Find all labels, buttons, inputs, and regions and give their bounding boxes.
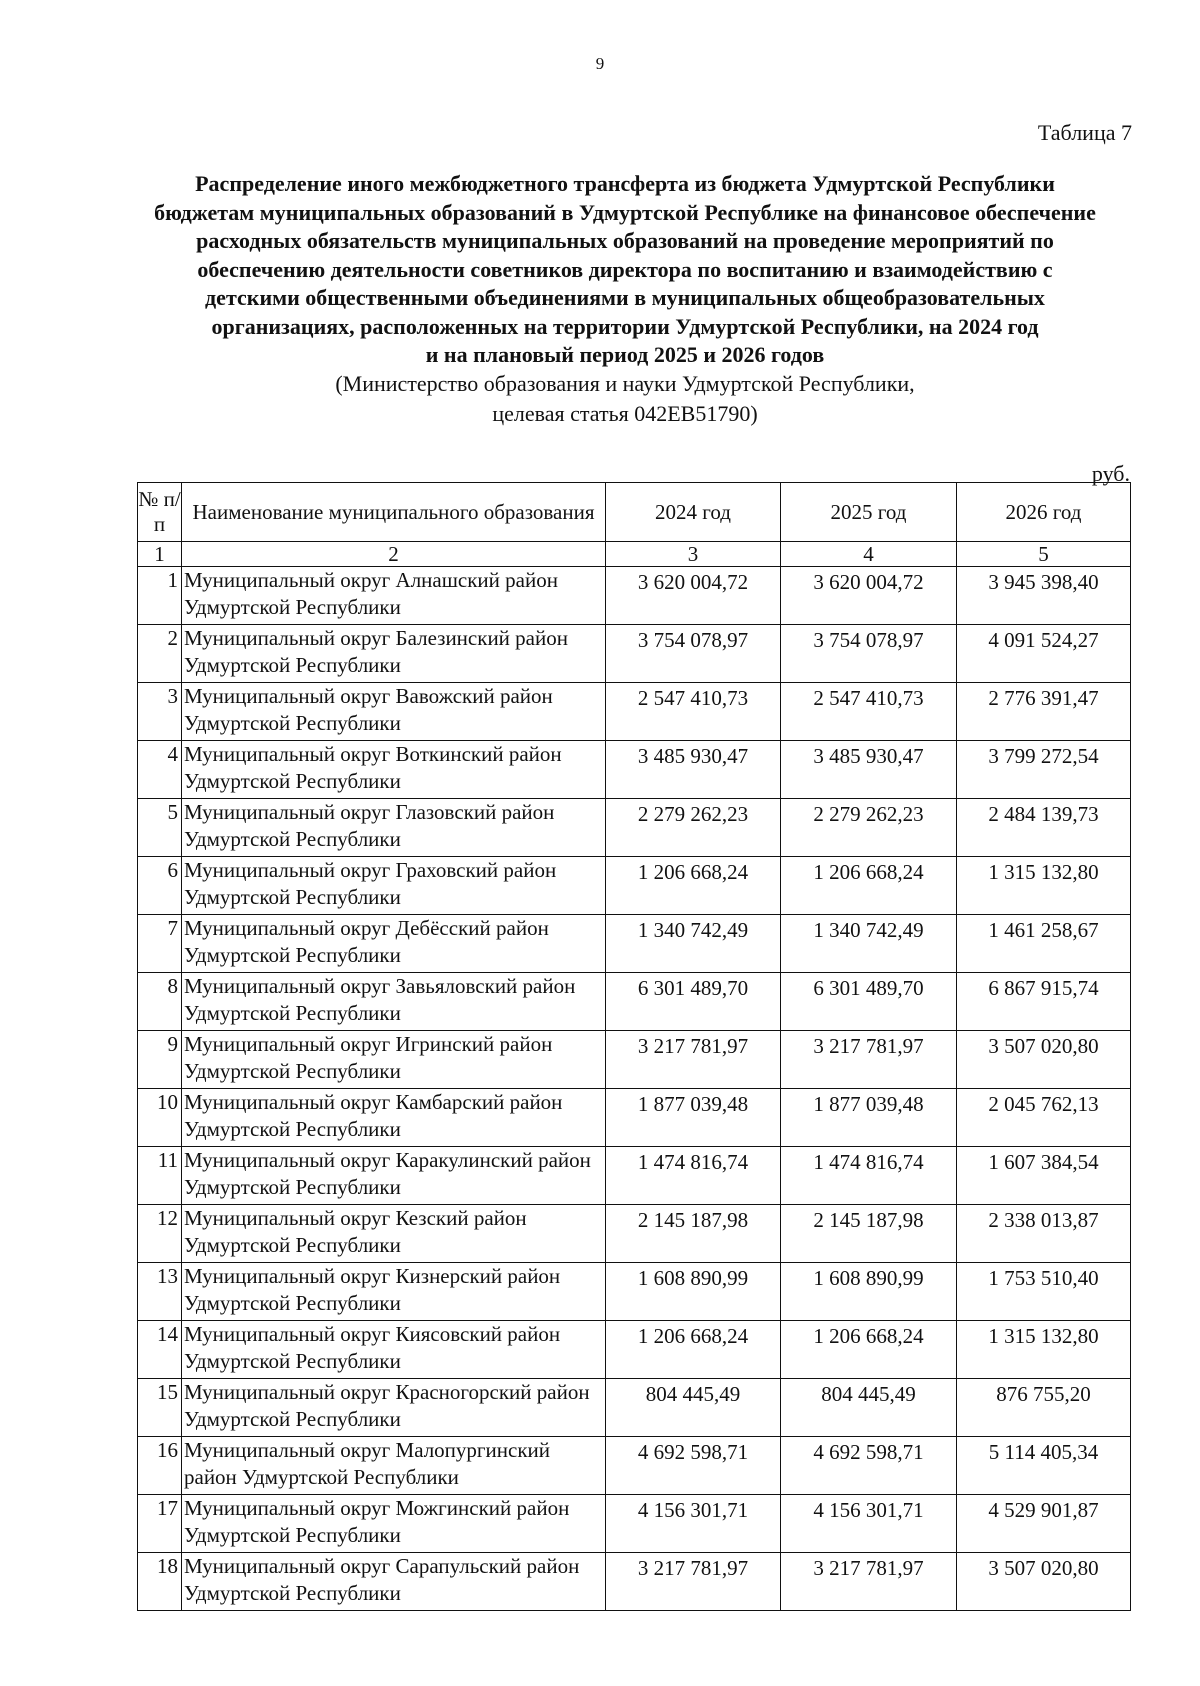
municipality-name: Муниципальный округ Алнашский район Удмуртской Республики xyxy=(182,567,606,625)
row-number: 18 xyxy=(138,1553,182,1611)
row-number: 1 xyxy=(138,567,182,625)
amount-2026: 1 461 258,67 xyxy=(957,915,1131,973)
amount-2025: 3 620 004,72 xyxy=(781,567,957,625)
row-number: 13 xyxy=(138,1263,182,1321)
title-line: обеспечению деятельности советников директора по воспитанию и взаимодействию с xyxy=(197,256,1053,282)
municipality-name: Муниципальный округ Киясовский район Удмуртской Республики xyxy=(182,1321,606,1379)
table-row xyxy=(138,1031,1131,1089)
row-number: 15 xyxy=(138,1379,182,1437)
table-row xyxy=(138,857,1131,915)
amount-2024: 1 206 668,24 xyxy=(606,857,781,915)
amount-2025: 4 156 301,71 xyxy=(781,1495,957,1553)
table-row xyxy=(138,1553,1131,1611)
row-number: 2 xyxy=(138,625,182,683)
table-row xyxy=(138,1321,1131,1379)
amount-2026: 4 091 524,27 xyxy=(957,625,1131,683)
municipality-name: Муниципальный округ Дебёсский район Удмуртской Республики xyxy=(182,915,606,973)
amount-2024: 1 206 668,24 xyxy=(606,1321,781,1379)
amount-2025: 2 145 187,98 xyxy=(781,1205,957,1263)
amount-2024: 1 877 039,48 xyxy=(606,1089,781,1147)
amount-2026: 3 945 398,40 xyxy=(957,567,1131,625)
page-number: 9 xyxy=(595,54,605,73)
municipality-name: Муниципальный округ Игринский район Удмуртской Республики xyxy=(182,1031,606,1089)
amount-2024: 3 754 078,97 xyxy=(606,625,781,683)
amount-2026: 2 338 013,87 xyxy=(957,1205,1131,1263)
table-row xyxy=(138,799,1131,857)
column-numbers-row xyxy=(138,542,1131,567)
amount-2026: 1 753 510,40 xyxy=(957,1263,1131,1321)
amount-2025: 6 301 489,70 xyxy=(781,973,957,1031)
amount-2024: 3 217 781,97 xyxy=(606,1031,781,1089)
title-line: и на плановый период 2025 и 2026 годов xyxy=(425,342,825,367)
municipality-name: Муниципальный округ Вавожский район Удмуртской Республики xyxy=(182,683,606,741)
amount-2025: 4 692 598,71 xyxy=(781,1437,957,1495)
municipality-name: Муниципальный округ Каракулинский район Удмуртской Республики xyxy=(182,1147,606,1205)
amount-2025: 3 217 781,97 xyxy=(781,1553,957,1611)
municipality-name: Муниципальный округ Красногорский район Удмуртской Республики xyxy=(182,1379,606,1437)
table-row xyxy=(138,683,1131,741)
column-number: 5 xyxy=(957,542,1131,567)
amount-2026: 1 315 132,80 xyxy=(957,857,1131,915)
amount-2024: 4 156 301,71 xyxy=(606,1495,781,1553)
amount-2026: 1 607 384,54 xyxy=(957,1147,1131,1205)
row-number: 17 xyxy=(138,1495,182,1553)
table-row xyxy=(138,973,1131,1031)
amount-2026: 1 315 132,80 xyxy=(957,1321,1131,1379)
amount-2024: 1 340 742,49 xyxy=(606,915,781,973)
amount-2024: 2 547 410,73 xyxy=(606,683,781,741)
amount-2025: 1 206 668,24 xyxy=(781,1321,957,1379)
row-number: 12 xyxy=(138,1205,182,1263)
table-row xyxy=(138,625,1131,683)
column-number: 4 xyxy=(781,542,957,567)
municipality-name: Муниципальный округ Камбарский район Удмуртской Республики xyxy=(182,1089,606,1147)
amount-2025: 3 754 078,97 xyxy=(781,625,957,683)
amount-2024: 1 608 890,99 xyxy=(606,1263,781,1321)
amount-2026: 3 507 020,80 xyxy=(957,1553,1131,1611)
amount-2025: 1 474 816,74 xyxy=(781,1147,957,1205)
table-row xyxy=(138,1263,1131,1321)
table-row xyxy=(138,1147,1131,1205)
title-line: Распределение иного межбюджетного трансферта из бюджета Удмуртской Республики xyxy=(195,171,1055,196)
subtitle-line: целевая статья 042EВ51790) xyxy=(492,401,758,426)
title-line: организациях, расположенных на территории Удмуртской Республики, на 2024 год xyxy=(211,313,1039,339)
column-number: 1 xyxy=(138,542,182,567)
row-number: 8 xyxy=(138,973,182,1031)
amount-2025: 1 877 039,48 xyxy=(781,1089,957,1147)
amount-2025: 804 445,49 xyxy=(781,1379,957,1437)
municipality-name: Муниципальный округ Завьяловский район Удмуртской Республики xyxy=(182,973,606,1031)
amount-2024: 2 145 187,98 xyxy=(606,1205,781,1263)
amount-2026: 2 484 139,73 xyxy=(957,799,1131,857)
table-row xyxy=(138,1089,1131,1147)
municipality-name: Муниципальный округ Воткинский район Удмуртской Республики xyxy=(182,741,606,799)
municipality-name: Муниципальный округ Малопургинский район Удмуртской Республики xyxy=(182,1437,606,1495)
row-number: 5 xyxy=(138,799,182,857)
row-number: 9 xyxy=(138,1031,182,1089)
amount-2026: 2 776 391,47 xyxy=(957,683,1131,741)
header-name: Наименование муниципального образования xyxy=(182,483,606,542)
municipality-name: Муниципальный округ Глазовский район Удмуртской Республики xyxy=(182,799,606,857)
table-row xyxy=(138,741,1131,799)
amount-2026: 876 755,20 xyxy=(957,1379,1131,1437)
table-label: Таблица 7 xyxy=(1037,120,1132,145)
row-number: 10 xyxy=(138,1089,182,1147)
amount-2024: 6 301 489,70 xyxy=(606,973,781,1031)
amount-2024: 2 279 262,23 xyxy=(606,799,781,857)
amount-2025: 1 608 890,99 xyxy=(781,1263,957,1321)
row-number: 14 xyxy=(138,1321,182,1379)
amount-2025: 2 279 262,23 xyxy=(781,799,957,857)
subtitle-line: (Министерство образования и науки Удмуртской Республики, xyxy=(335,371,915,396)
amount-2026: 2 045 762,13 xyxy=(957,1089,1131,1147)
distribution-table xyxy=(137,482,1131,1611)
table-row xyxy=(138,1437,1131,1495)
amount-2024: 804 445,49 xyxy=(606,1379,781,1437)
table-row xyxy=(138,915,1131,973)
amount-2025: 1 340 742,49 xyxy=(781,915,957,973)
title-line: расходных обязательств муниципальных образований на проведение мероприятий по xyxy=(196,228,1054,253)
amount-2024: 3 485 930,47 xyxy=(606,741,781,799)
table-row xyxy=(138,1495,1131,1553)
municipality-name: Муниципальный округ Балезинский район Удмуртской Республики xyxy=(182,625,606,683)
amount-2024: 4 692 598,71 xyxy=(606,1437,781,1495)
header-num: № п/п xyxy=(138,483,182,542)
table-row xyxy=(138,1379,1131,1437)
document-subtitle xyxy=(125,369,1125,429)
currency-unit: руб. xyxy=(1091,461,1130,486)
amount-2026: 3 799 272,54 xyxy=(957,741,1131,799)
amount-2024: 3 217 781,97 xyxy=(606,1553,781,1611)
municipality-name: Муниципальный округ Граховский район Удмуртской Республики xyxy=(182,857,606,915)
table-header-row xyxy=(138,483,1131,542)
row-number: 6 xyxy=(138,857,182,915)
amount-2025: 3 485 930,47 xyxy=(781,741,957,799)
row-number: 16 xyxy=(138,1437,182,1495)
column-number: 3 xyxy=(606,542,781,567)
amount-2026: 6 867 915,74 xyxy=(957,973,1131,1031)
amount-2025: 1 206 668,24 xyxy=(781,857,957,915)
municipality-name: Муниципальный округ Кезский район Удмуртской Республики xyxy=(182,1205,606,1263)
header-2026: 2026 год xyxy=(957,483,1131,542)
document-title xyxy=(125,170,1125,370)
municipality-name: Муниципальный округ Сарапульский район Удмуртской Республики xyxy=(182,1553,606,1611)
column-number: 2 xyxy=(182,542,606,567)
title-line: детскими общественными объединениями в муниципальных общеобразовательных xyxy=(205,285,1045,310)
municipality-name: Муниципальный округ Кизнерский район Удмуртской Республики xyxy=(182,1263,606,1321)
table-body xyxy=(138,542,1131,1611)
amount-2024: 3 620 004,72 xyxy=(606,567,781,625)
header-2025: 2025 год xyxy=(781,483,957,542)
amount-2026: 4 529 901,87 xyxy=(957,1495,1131,1553)
amount-2026: 3 507 020,80 xyxy=(957,1031,1131,1089)
table-row xyxy=(138,567,1131,625)
header-2024: 2024 год xyxy=(606,483,781,542)
municipality-name: Муниципальный округ Можгинский район Удмуртской Республики xyxy=(182,1495,606,1553)
amount-2025: 3 217 781,97 xyxy=(781,1031,957,1089)
amount-2025: 2 547 410,73 xyxy=(781,683,957,741)
table-row xyxy=(138,1205,1131,1263)
row-number: 7 xyxy=(138,915,182,973)
row-number: 4 xyxy=(138,741,182,799)
title-line: бюджетам муниципальных образований в Удмуртской Республике на финансовое обеспечение xyxy=(154,199,1096,225)
amount-2024: 1 474 816,74 xyxy=(606,1147,781,1205)
row-number: 3 xyxy=(138,683,182,741)
row-number: 11 xyxy=(138,1147,182,1205)
amount-2026: 5 114 405,34 xyxy=(957,1437,1131,1495)
